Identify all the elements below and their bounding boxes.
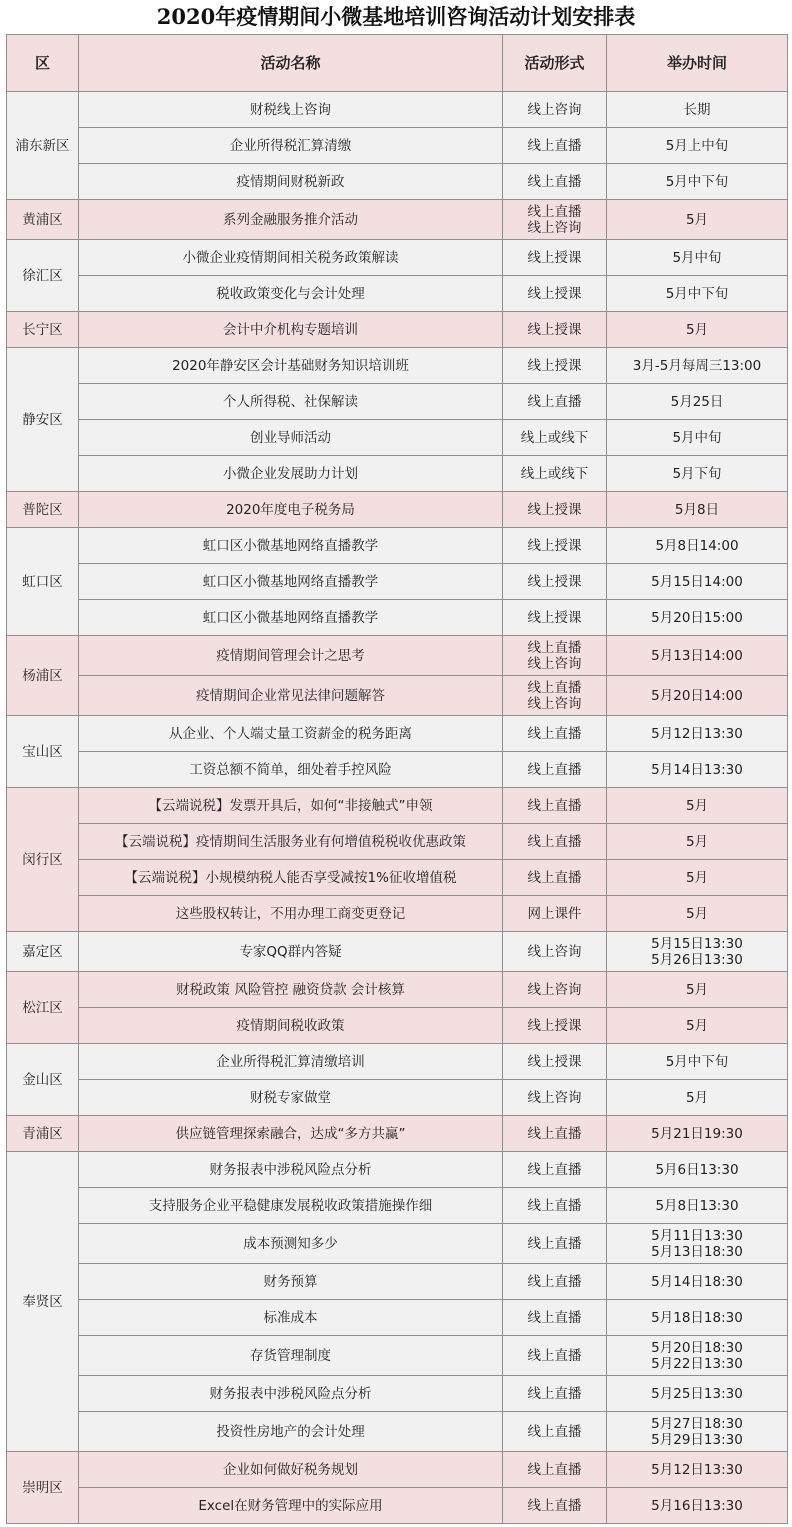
activity-form-line: 线上直播 [527,1161,582,1178]
activity-name-cell: 虹口区小微基地网络直播教学 [79,600,503,636]
time-cell [607,1376,788,1412]
table-row [7,312,788,348]
table-row [7,636,788,676]
activity-form-cell [503,456,607,492]
time-line: 5月中下旬 [665,285,729,302]
activity-name-cell: 虹口区小微基地网络直播教学 [79,564,503,600]
district-cell: 金山区 [7,1044,79,1116]
time-cell [607,1188,788,1224]
activity-form-cell [503,1080,607,1116]
table-row [7,1452,788,1488]
activity-form-line: 线上或线下 [520,429,589,446]
time-cell [607,676,788,716]
time-cell [607,456,788,492]
time-line: 5月13日14:00 [651,647,743,664]
time-cell [607,276,788,312]
activity-form-cell [503,1152,607,1188]
activity-form-cell [503,528,607,564]
activity-form-line: 线上直播 [527,1461,582,1478]
activity-name-cell: 疫情期间管理会计之思考 [79,636,503,676]
activity-name-cell: 疫情期间税收政策 [79,1008,503,1044]
time-line: 5月14日13:30 [651,761,743,778]
time-cell [607,348,788,384]
table-row [7,860,788,896]
district-cell: 徐汇区 [7,240,79,312]
time-cell [607,564,788,600]
table-row [7,1188,788,1224]
time-line: 5月15日14:00 [651,573,743,590]
activity-form-cell [503,600,607,636]
table-row [7,420,788,456]
activity-form-line: 线上直播 [527,1197,582,1214]
activity-form-cell [503,200,607,240]
activity-form-cell [503,1336,607,1376]
activity-form-line: 线上直播 [527,1423,582,1440]
table-row [7,1008,788,1044]
time-cell [607,128,788,164]
activity-name-cell: 【云端说税】小规模纳税人能否享受减按1%征收增值税 [79,860,503,896]
activity-name-cell: 疫情期间企业常见法律问题解答 [79,676,503,716]
table-row [7,1376,788,1412]
activity-form-cell [503,1008,607,1044]
activity-form-line: 线上咨询 [527,101,582,118]
activity-form-line: 线上直播 [527,679,582,696]
table-row [7,348,788,384]
table-row [7,1080,788,1116]
table-row [7,1488,788,1524]
district-cell: 嘉定区 [7,932,79,972]
activity-name-cell: 企业所得税汇算清缴培训 [79,1044,503,1080]
activity-form-line: 线上授课 [527,573,582,590]
time-cell [607,1044,788,1080]
activity-name-cell: 小微企业疫情期间相关税务政策解读 [79,240,503,276]
activity-form-line: 线上直播 [527,797,582,814]
activity-form-cell [503,348,607,384]
activity-form-cell [503,716,607,752]
time-line: 5月中旬 [672,429,722,446]
activity-form-cell [503,276,607,312]
table-row [7,1044,788,1080]
activity-form-cell [503,676,607,716]
activity-form-line: 线上授课 [527,501,582,518]
activity-form-line: 线上或线下 [520,465,589,482]
time-line: 5月15日13:30 [651,935,743,952]
time-cell [607,1080,788,1116]
activity-name-cell: 财税线上咨询 [79,92,503,128]
activity-name-cell: 【云端说税】疫情期间生活服务业有何增值税税收优惠政策 [79,824,503,860]
time-line: 5月20日14:00 [651,687,743,704]
table-row [7,972,788,1008]
activity-form-cell [503,164,607,200]
table-row [7,716,788,752]
district-cell: 杨浦区 [7,636,79,716]
table-row [7,92,788,128]
time-line: 5月13日18:30 [651,1243,743,1260]
activity-form-line: 线上授课 [527,537,582,554]
time-line: 5月26日13:30 [651,951,743,968]
time-cell [607,1300,788,1336]
activity-form-cell [503,1488,607,1524]
activity-name-cell: 【云端说税】发票开具后，如何“非接触式”申领 [79,788,503,824]
time-cell [607,200,788,240]
activity-form-cell [503,492,607,528]
activity-name-cell: Excel在财务管理中的实际应用 [79,1488,503,1524]
activity-name-cell: 小微企业发展助力计划 [79,456,503,492]
activity-form-line: 线上咨询 [527,1089,582,1106]
time-line: 5月8日13:30 [655,1197,739,1214]
time-line: 5月14日18:30 [651,1273,743,1290]
time-line: 5月12日13:30 [651,1461,743,1478]
district-cell: 松江区 [7,972,79,1044]
table-row [7,824,788,860]
activity-form-line: 线上授课 [527,285,582,302]
activity-name-cell: 2020年静安区会计基础财务知识培训班 [79,348,503,384]
district-cell: 奉贤区 [7,1152,79,1452]
time-cell [607,972,788,1008]
activity-form-cell [503,1188,607,1224]
activity-form-line: 线上直播 [527,833,582,850]
activity-form-cell [503,1412,607,1452]
activity-form-line: 线上直播 [527,869,582,886]
table-row [7,1264,788,1300]
activity-form-cell [503,752,607,788]
activity-form-cell [503,128,607,164]
table-row [7,528,788,564]
time-line: 5月11日13:30 [651,1227,743,1244]
time-cell [607,492,788,528]
time-cell [607,932,788,972]
activity-form-line: 线上咨询 [527,981,582,998]
district-cell: 宝山区 [7,716,79,788]
activity-form-line: 线上咨询 [527,655,582,672]
table-row [7,1152,788,1188]
activity-name-cell: 专家QQ群内答疑 [79,932,503,972]
time-line: 5月中下旬 [665,1053,729,1070]
time-line: 5月上中旬 [665,137,729,154]
activity-name-cell: 这些股权转让，不用办理工商变更登记 [79,896,503,932]
activity-form-cell [503,564,607,600]
time-cell [607,92,788,128]
activity-form-line: 线上直播 [527,1385,582,1402]
activity-form-cell [503,1044,607,1080]
activity-form-cell [503,972,607,1008]
activity-form-line: 线上直播 [527,393,582,410]
time-cell [607,1008,788,1044]
time-line: 5月20日18:30 [651,1339,743,1356]
time-cell [607,528,788,564]
activity-form-cell [503,860,607,896]
time-line: 5月25日13:30 [651,1385,743,1402]
table-row [7,676,788,716]
time-cell [607,752,788,788]
time-line: 3月-5月每周三13:00 [632,357,762,374]
activity-form-cell [503,384,607,420]
time-line: 5月8日14:00 [655,537,739,554]
schedule-table [6,34,788,1524]
activity-name-cell: 供应链管理探索融合，达成“多方共赢” [79,1116,503,1152]
activity-name-cell: 个人所得税、社保解读 [79,384,503,420]
activity-form-cell [503,788,607,824]
activity-form-line: 线上直播 [527,203,582,220]
time-cell [607,164,788,200]
activity-form-line: 线上咨询 [527,943,582,960]
activity-name-cell: 财税专家做堂 [79,1080,503,1116]
activity-form-cell [503,92,607,128]
time-cell [607,1336,788,1376]
time-line: 5月27日18:30 [651,1415,743,1432]
district-cell: 崇明区 [7,1452,79,1524]
time-cell [607,240,788,276]
activity-name-cell: 财务报表中涉税风险点分析 [79,1376,503,1412]
activity-name-cell: 企业所得税汇算清缴 [79,128,503,164]
time-cell [607,312,788,348]
activity-name-cell: 财税政策 风险管控 融资贷款 会计核算 [79,972,503,1008]
activity-form-line: 线上授课 [527,357,582,374]
activity-form-line: 线上直播 [527,639,582,656]
time-cell [607,788,788,824]
time-cell [607,1488,788,1524]
activity-name-cell: 企业如何做好税务规划 [79,1452,503,1488]
table-row [7,752,788,788]
time-line: 5月中下旬 [665,173,729,190]
time-cell [607,420,788,456]
activity-name-cell: 疫情期间财税新政 [79,164,503,200]
time-line: 5月18日18:30 [651,1309,743,1326]
activity-name-cell: 工资总额不简单，细处着手控风险 [79,752,503,788]
activity-name-cell: 系列金融服务推介活动 [79,200,503,240]
activity-form-cell [503,896,607,932]
time-line: 5月 [685,1089,709,1106]
activity-form-line: 线上咨询 [527,695,582,712]
time-cell [607,896,788,932]
time-line: 5月中旬 [672,249,722,266]
activity-form-line: 线上直播 [527,173,582,190]
activity-form-cell [503,420,607,456]
table-row [7,164,788,200]
activity-form-line: 线上授课 [527,321,582,338]
activity-form-cell [503,824,607,860]
header-district: 区 [7,35,79,92]
time-line: 5月 [685,981,709,998]
time-cell [607,860,788,896]
district-cell: 长宁区 [7,312,79,348]
activity-name-cell: 虹口区小微基地网络直播教学 [79,528,503,564]
time-line: 5月8日 [674,501,720,518]
activity-name-cell: 会计中介机构专题培训 [79,312,503,348]
time-cell [607,1224,788,1264]
activity-form-cell [503,636,607,676]
activity-form-line: 线上直播 [527,1347,582,1364]
time-cell [607,1412,788,1452]
time-line: 5月 [685,797,709,814]
time-line: 5月下旬 [672,465,722,482]
activity-name-cell: 成本预测知多少 [79,1224,503,1264]
activity-name-cell: 税收政策变化与会计处理 [79,276,503,312]
activity-form-cell [503,1376,607,1412]
time-line: 5月6日13:30 [655,1161,739,1178]
table-row [7,1336,788,1376]
header-row [7,35,788,92]
district-cell: 浦东新区 [7,92,79,200]
activity-name-cell: 存货管理制度 [79,1336,503,1376]
activity-form-line: 线上直播 [527,1497,582,1514]
table-row [7,1116,788,1152]
time-cell [607,824,788,860]
time-cell [607,716,788,752]
time-cell [607,1264,788,1300]
table-row [7,600,788,636]
activity-form-line: 线上授课 [527,1053,582,1070]
table-row [7,564,788,600]
activity-form-cell [503,932,607,972]
time-line: 5月16日13:30 [651,1497,743,1514]
activity-form-line: 线上直播 [527,1273,582,1290]
activity-form-line: 线上直播 [527,1125,582,1142]
activity-name-cell: 从企业、个人端丈量工资薪金的税务距离 [79,716,503,752]
time-line: 5月 [685,321,709,338]
time-cell [607,1452,788,1488]
activity-form-cell [503,240,607,276]
activity-form-cell [503,1224,607,1264]
table-row [7,384,788,420]
table-row [7,456,788,492]
time-line: 5月 [685,905,709,922]
time-line: 5月25日 [670,393,724,410]
time-cell [607,1152,788,1188]
activity-name-cell: 财务预算 [79,1264,503,1300]
activity-form-cell [503,1452,607,1488]
activity-name-cell: 标准成本 [79,1300,503,1336]
time-line: 5月 [685,833,709,850]
activity-form-line: 线上直播 [527,1235,582,1252]
activity-name-cell: 投资性房地产的会计处理 [79,1412,503,1452]
time-cell [607,384,788,420]
time-line: 5月 [685,869,709,886]
table-row [7,1412,788,1452]
district-cell: 青浦区 [7,1116,79,1152]
header-activity-name: 活动名称 [79,35,503,92]
activity-form-line: 网上课件 [527,905,582,922]
activity-form-line: 线上授课 [527,249,582,266]
time-line: 长期 [683,101,711,118]
table-row [7,932,788,972]
table-row [7,128,788,164]
time-line: 5月22日13:30 [651,1355,743,1372]
time-line: 5月 [685,211,709,228]
activity-form-cell [503,1300,607,1336]
time-line: 5月 [685,1017,709,1034]
table-body [7,92,788,1524]
activity-form-line: 线上直播 [527,137,582,154]
activity-form-cell [503,1264,607,1300]
table-row [7,788,788,824]
table-row [7,492,788,528]
table-row [7,1224,788,1264]
time-line: 5月21日19:30 [651,1125,743,1142]
table-row [7,1300,788,1336]
district-cell: 静安区 [7,348,79,492]
activity-form-line: 线上直播 [527,761,582,778]
activity-name-cell: 财务报表中涉税风险点分析 [79,1152,503,1188]
time-cell [607,1116,788,1152]
table-row [7,240,788,276]
activity-form-line: 线上直播 [527,1309,582,1326]
time-line: 5月12日13:30 [651,725,743,742]
district-cell: 黄浦区 [7,200,79,240]
header-activity-form: 活动形式 [503,35,607,92]
activity-form-line: 线上授课 [527,609,582,626]
time-line: 5月29日13:30 [651,1431,743,1448]
activity-form-cell [503,312,607,348]
time-cell [607,636,788,676]
district-cell: 虹口区 [7,528,79,636]
activity-form-line: 线上咨询 [527,219,582,236]
activity-name-cell: 创业导师活动 [79,420,503,456]
table-row [7,200,788,240]
activity-form-line: 线上直播 [527,725,582,742]
page-title: 2020年疫情期间小微基地培训咨询活动计划安排表 [156,4,636,29]
table-row [7,896,788,932]
table-row [7,276,788,312]
activity-form-cell [503,1116,607,1152]
time-line: 5月20日15:00 [651,609,743,626]
header-time: 举办时间 [607,35,788,92]
district-cell: 闵行区 [7,788,79,932]
activity-name-cell: 2020年度电子税务局 [79,492,503,528]
activity-name-cell: 支持服务企业平稳健康发展税收政策措施操作细 [79,1188,503,1224]
district-cell: 普陀区 [7,492,79,528]
activity-form-line: 线上授课 [527,1017,582,1034]
time-cell [607,600,788,636]
